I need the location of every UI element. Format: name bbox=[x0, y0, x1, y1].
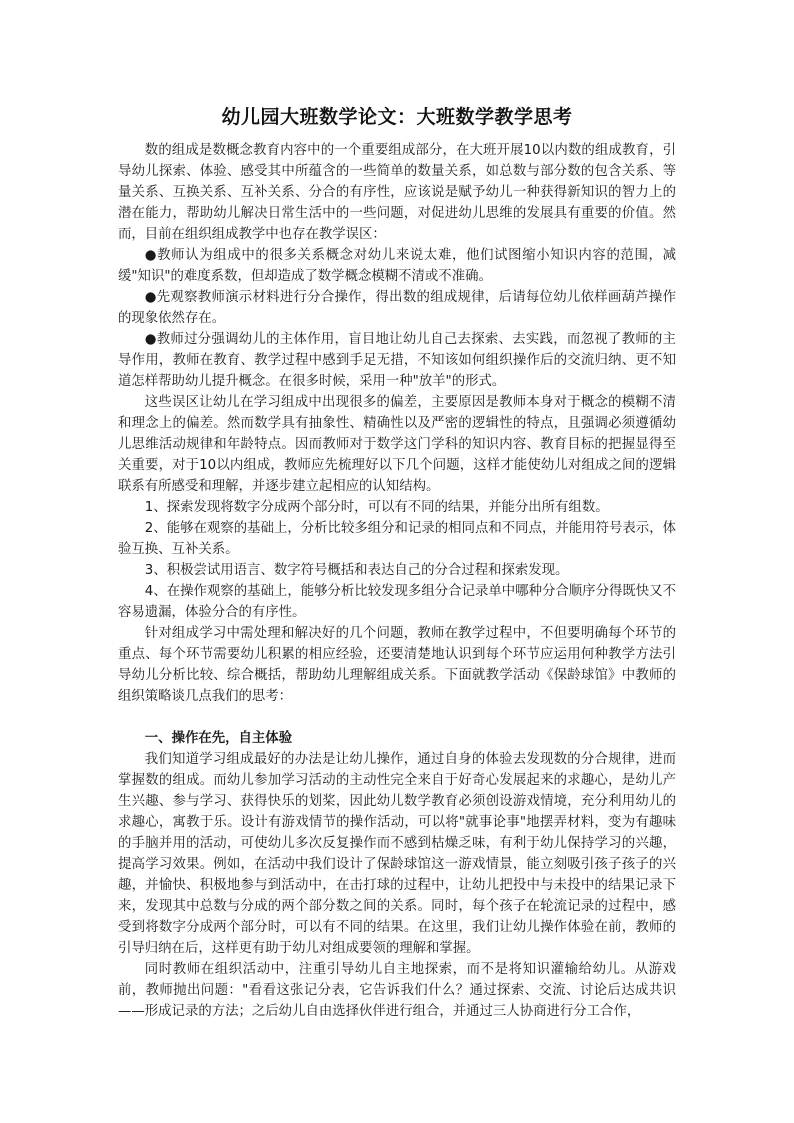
document-page bbox=[118, 100, 676, 1022]
document-title: 幼儿园大班数学论文：大班数学教学思考 bbox=[221, 106, 573, 128]
cause-paragraph: 这些误区让幼儿在学习组成中出现很多的偏差，主要原因是教师本身对于概念的模糊不清和理念上的偏差。然而数学具有抽象性、精确性以及严密的逻辑性的特点，且强调必须遵循幼儿思维活动规律和年龄特点。因而教师对于数学这门学科的知识内容、教育目标的把握显得至关重要，对于10以内组成，教师应先梳理好以下几个问题，这样才能使幼儿对组成之间的逻辑联系有所感受和理解，并逐步建立起相应的认知结构。 bbox=[118, 395, 676, 494]
goal-item-2: 2、能够在观察的基础上，分析比较多组分和记录的相同点和不同点，并能用符号表示，体验互换、互补关系。 bbox=[118, 521, 676, 557]
misconception-bullet-3: ●教师过分强调幼儿的主体作用，盲目地让幼儿自己去探索、去实践，而忽视了教师的主导作用，教师在教育、教学过程中感到手足无措，不知该如何组织操作后的交流归纳、更不知道怎样帮助幼儿提升概念。在很多时候，采用一种"放羊"的形式。 bbox=[118, 332, 676, 389]
misconception-bullet-1: ●教师认为组成中的很多关系概念对幼儿来说太难，他们试图缩小知识内容的范围，减缓"知识"的难度系数，但却造成了数学概念模糊不清或不准确。 bbox=[118, 248, 676, 284]
section-1-paragraph-1: 我们知道学习组成最好的办法是让幼儿操作，通过自身的体验去发现数的分合规律，进而掌握数的组成。而幼儿参加学习活动的主动性完全来自于好奇心发展起来的求趣心，是幼儿产生兴趣、参与学习、获得快乐的划桨，因此幼儿数学教育必须创设游戏情境，充分利用幼儿的求趣心，寓教于乐。设计有游戏情节的操作活动，可以将"就事论事"地摆弄材料，变为有趣味的手脑并用的活动，可使幼儿多次反复操作而不感到枯燥乏味，有利于幼儿保持学习的兴趣，提高学习效果。例如，在活动中我们设计了保龄球馆这一游戏情景，能立刻吸引孩子孩子的兴趣，并愉快、积极地参与到活动中，在击打球的过程中，让幼儿把投中与未投中的结果记录下来，发现其中总数与分成的两个部分数之间的关系。同时，每个孩子在轮流记录的过程中，感受到将数字分成两个部分时，可以有不同的结果。在这里，我们让幼儿操作体验在前，教师的引导归纳在后，这样更有助于幼儿对组成要领的理解和掌握。 bbox=[118, 752, 676, 956]
intro-paragraph: 数的组成是数概念教育内容中的一个重要组成部分，在大班开展10以内数的组成教育，引导幼儿探索、体验、感受其中所蕴含的一些简单的数量关系，如总数与部分数的包含关系、等量关系、互换关系、互补关系、分合的有序性，应该说是赋予幼儿一种获得新知识的智力上的潜在能力，帮助幼儿解决日常生活中的一些问题，对促进幼儿思维的发展具有重要的价值。然而，目前在组织组成教学中也存在教学误区： bbox=[118, 143, 676, 242]
goal-item-4: 4、在操作观察的基础上，能够分析比较发现多组分合记录单中哪种分合顺序分得既快又不容易遗漏，体验分合的有序性。 bbox=[118, 584, 676, 620]
misconception-bullet-2: ●先观察教师演示材料进行分合操作，得出数的组成规律，后请每位幼儿依样画葫芦操作的现象依然存在。 bbox=[118, 290, 676, 326]
goal-item-1: 1、探索发现将数字分成两个部分时，可以有不同的结果，并能分出所有组数。 bbox=[144, 500, 609, 515]
section-1-paragraph-2: 同时教师在组织活动中，注重引导幼儿自主地探索，而不是将知识灌输给幼儿。从游戏前，教师抛出问题："看看这张记分表，它告诉我们什么？通过探索、交流、讨论后达成共识——形成记录的方法；之后幼儿自由选择伙伴进行组合，并通过三人协商进行分工合作， bbox=[118, 962, 676, 1019]
goal-item-3: 3、积极尝试用语言、数字符号概括和表达自己的分合过程和探索发现。 bbox=[144, 563, 569, 578]
section-heading-1: 一、操作在先，自主体验 bbox=[144, 731, 293, 746]
strategy-intro-paragraph: 针对组成学习中需处理和解决好的几个问题，教师在教学过程中，不但要明确每个环节的重点、每个环节需要幼儿积累的相应经验，还要清楚地认识到每个环节应运用何种教学方法引导幼儿分析比较、综合概括，帮助幼儿理解组成关系。下面就教学活动《保龄球馆》中教师的组织策略谈几点我们的思考： bbox=[118, 626, 676, 704]
